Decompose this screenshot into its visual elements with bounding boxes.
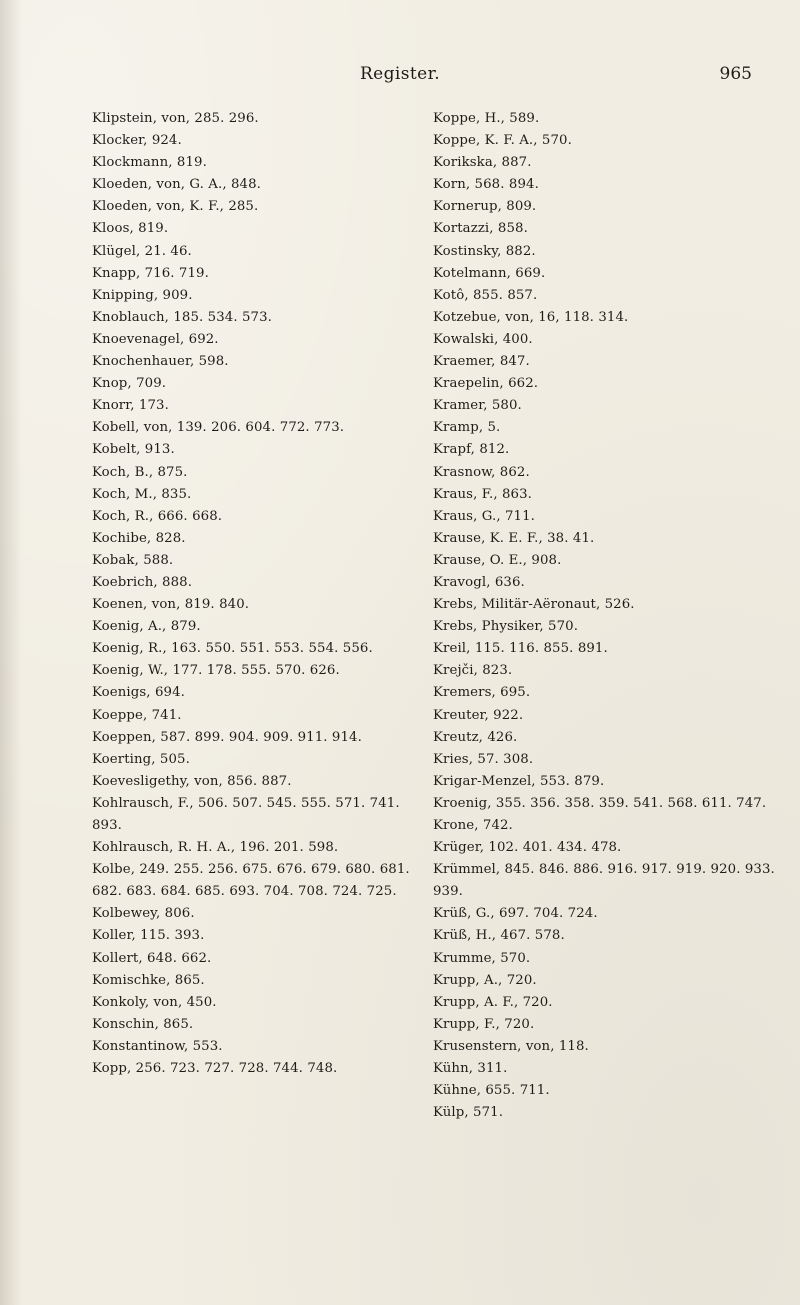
index-entry: Krigar-Menzel, 553. 879. [433,773,605,789]
index-entry: Kramp, 5. [433,420,501,436]
index-entry: Kreuter, 922. [433,707,524,723]
index-entry: Kohlrausch, R. H. A., 196. 201. 598. [92,840,339,856]
index-entry: Klocker, 924. [92,133,182,149]
index-entry: Kloos, 819. [92,221,169,237]
index-entry: Konkoly, von, 450. [92,994,217,1010]
index-entry: Kotô, 855. 857. [433,287,538,303]
index-entry: Kraemer, 847. [433,354,530,370]
index-entry: Knorr, 173. [92,398,169,414]
page-title: Register. [359,64,441,84]
index-entry: Klipstein, von, 285. 296. [92,111,259,126]
index-entry: Kraepelin, 662. [433,376,539,392]
index-entry: Krupp, F., 720. [433,1016,535,1032]
index-entry: Krüß, H., 467. 578. [433,928,565,944]
index-entry: Krapf, 812. [433,442,510,458]
index-entry: Kühne, 655. 711. [433,1083,550,1099]
index-entry: Kochibe, 828. [92,530,186,546]
index-entry: Krusenstern, von, 118. [433,1038,589,1054]
index-entry: Knapp, 716. 719. [92,265,209,281]
index-entry: Koevesligethy, von, 856. 887. [92,773,292,789]
index-entry: Korn, 568. 894. [433,177,539,193]
index-entry: Kornerup, 809. [433,199,537,215]
index-entry: Koppe, K. F. A., 570. [433,133,572,149]
index-entry: Komischke, 865. [92,972,205,988]
index-entry: Kolbewey, 806. [92,906,195,922]
index-entry: Kloeden, von, K. F., 285. [92,199,259,215]
index-entry: Koch, M., 835. [92,486,192,502]
running-head [0,64,800,88]
index-entry: Kobak, 588. [92,552,174,568]
index-entry: Konschin, 865. [92,1016,194,1032]
index-entry: Kremers, 695. [433,685,531,701]
index-entry: Koebrich, 888. [92,574,193,590]
index-entry: Krejči, 823. [433,663,513,679]
index-entry: Konstantinow, 553. [92,1038,223,1054]
index-entry: Koch, R., 666. 668. [92,508,223,524]
index-entry: Kries, 57. 308. [433,751,534,767]
index-entry: Kraus, F., 863. [433,486,532,502]
index-entry: Krümmel, 845. 846. 886. 916. 917. 919. 920. 933. 939. [433,862,775,900]
index-entry: Krupp, A. F., 720. [433,994,553,1010]
index-entry: Klügel, 21. 46. [92,243,192,259]
index-entry: Kortazzi, 858. [433,221,528,237]
index-entry: Kotzebue, von, 16, 118. 314. [433,309,629,325]
index-entry: Kollert, 648. 662. [92,950,212,966]
index-entry: Koch, B., 875. [92,464,188,480]
index-entry: Koenigs, 694. [92,685,185,701]
index-entry: Knoevenagel, 692. [92,331,219,347]
index-entry: Kowalski, 400. [433,331,533,347]
index-column-left [92,108,422,1080]
index-entry: Kopp, 256. 723. 727. 728. 744. 748. [92,1061,338,1077]
index-entry: Knop, 709. [92,376,167,392]
index-entry: Krebs, Physiker, 570. [433,619,579,635]
index-entry: Krause, K. E. F., 38. 41. [433,530,595,546]
index-entry: Krebs, Militär-Aëronaut, 526. [433,597,635,613]
index-entry: Koenig, W., 177. 178. 555. 570. 626. [92,663,340,679]
index-entry: Kobell, von, 139. 206. 604. 772. 773. [92,420,345,436]
index-entry: Koeppen, 587. 899. 904. 909. 911. 914. [92,729,362,745]
index-entry: Kostinsky, 882. [433,243,536,259]
index-entry: Koerting, 505. [92,751,190,767]
index-entry: Kreil, 115. 116. 855. 891. [433,641,608,657]
index-entry: Krumme, 570. [433,950,531,966]
index-entry: Koeppe, 741. [92,707,182,723]
index-entry: Kroenig, 355. 356. 358. 359. 541. 568. 611. 747. [433,795,767,811]
index-entry: Koppe, H., 589. [433,111,540,126]
index-entry: Kravogl, 636. [433,574,525,590]
index-entry: Knoblauch, 185. 534. 573. [92,309,272,325]
index-entry: Knipping, 909. [92,287,193,303]
index-entry: Krause, O. E., 908. [433,552,562,568]
index-entry: Kobelt, 913. [92,442,175,458]
page-number: 965 [719,64,752,84]
index-entry: Krasnow, 862. [433,464,530,480]
index-entry: Kloeden, von, G. A., 848. [92,177,261,193]
index-entry: Koenig, R., 163. 550. 551. 553. 554. 556. [92,641,373,657]
index-entry: Kotelmann, 669. [433,265,546,281]
index-entry: Korikska, 887. [433,155,532,171]
index-entry: Krone, 742. [433,818,513,833]
index-entry: Krüß, G., 697. 704. 724. [433,906,598,922]
index-column-right [433,108,783,1124]
index-entry: Krupp, A., 720. [433,972,537,988]
index-entry: Kühn, 311. [433,1061,508,1077]
index-entry: Kraus, G., 711. [433,508,535,524]
index-entry: Kohlrausch, F., 506. 507. 545. 555. 571. 741. 893. [92,795,400,833]
index-entry: Klockmann, 819. [92,155,207,171]
index-entry: Kolbe, 249. 255. 256. 675. 676. 679. 680. 681. 682. 683. 684. 685. 693. 704. 708. 724. 725. [92,862,410,900]
index-entry: Knochenhauer, 598. [92,354,229,370]
index-entry: Külp, 571. [433,1105,504,1121]
index-entry: Kramer, 580. [433,398,522,414]
index-entry: Koenen, von, 819. 840. [92,597,250,613]
index-entry: Koller, 115. 393. [92,928,205,944]
index-entry: Koenig, A., 879. [92,619,201,635]
index-entry: Krüger, 102. 401. 434. 478. [433,840,622,856]
index-entry: Kreutz, 426. [433,729,518,745]
